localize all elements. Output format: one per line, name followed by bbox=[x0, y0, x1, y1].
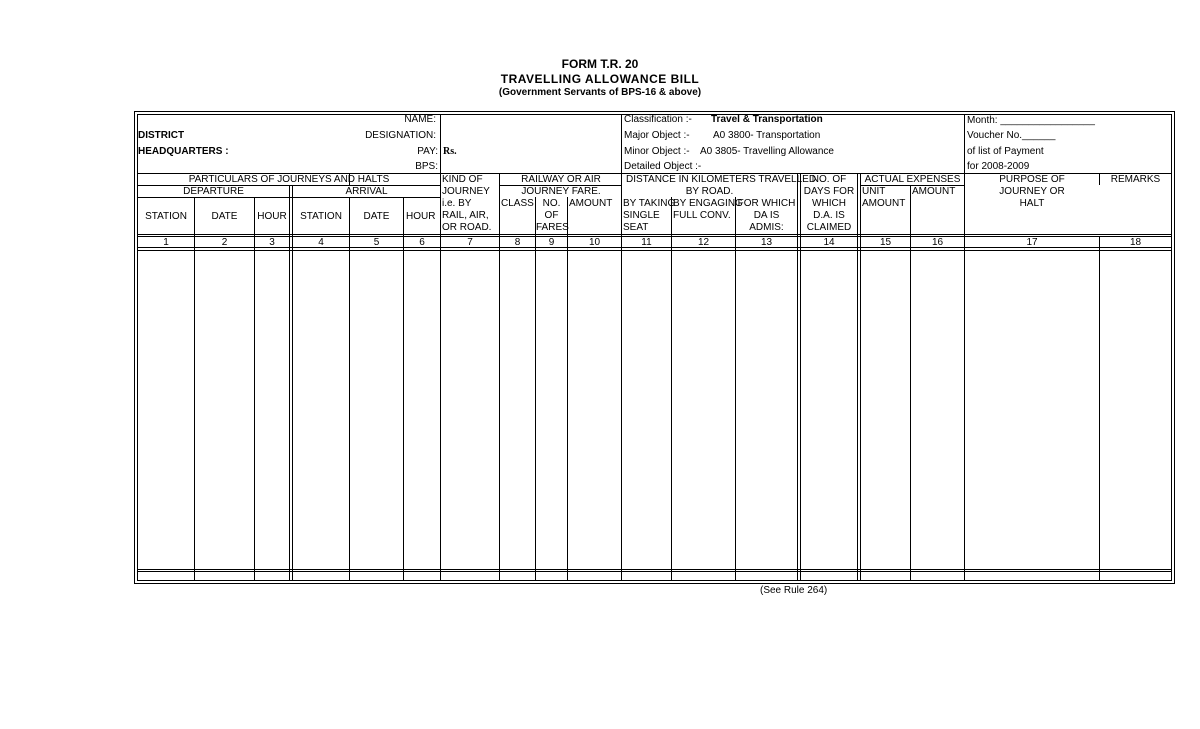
column-number: 12 bbox=[697, 237, 710, 248]
form-subtitle: (Government Servants of BPS-16 & above) bbox=[498, 87, 702, 98]
single-seat-line3: SEAT bbox=[623, 222, 649, 233]
column-number: 8 bbox=[514, 237, 521, 248]
column-number: 6 bbox=[419, 237, 425, 248]
days-header-line4: D.A. IS bbox=[813, 210, 845, 221]
minor-object-value: A0 3805- Travelling Allowance bbox=[700, 146, 834, 157]
arrival-header: ARRIVAL bbox=[345, 186, 388, 197]
unit-amount-line2: AMOUNT bbox=[862, 198, 906, 209]
major-object-value: A0 3800- Transportation bbox=[713, 130, 821, 141]
for-which-line2: DA IS bbox=[753, 210, 780, 221]
unit-amount-line1: UNIT bbox=[862, 186, 886, 197]
arrival-station-header: STATION bbox=[300, 211, 342, 222]
pay-label: PAY: bbox=[417, 146, 438, 157]
purpose-line3: HALT bbox=[1019, 198, 1045, 209]
purpose-line1: PURPOSE OF bbox=[999, 174, 1065, 185]
classification-value: Travel & Transportation bbox=[711, 114, 823, 125]
column-number: 1 bbox=[163, 237, 169, 248]
column-number: 11 bbox=[641, 237, 652, 248]
departure-hour-header: HOUR bbox=[257, 211, 287, 222]
rule-reference: (See Rule 264) bbox=[760, 585, 828, 596]
form-number: FORM T.R. 20 bbox=[561, 57, 639, 71]
column-number: 4 bbox=[318, 237, 324, 248]
single-seat-line1: BY TAKING bbox=[623, 198, 676, 209]
full-conv-line1: BY ENGAGING bbox=[673, 198, 743, 209]
arrival-date-header: DATE bbox=[363, 211, 390, 222]
kind-of-journey-line5: OR ROAD. bbox=[442, 222, 492, 233]
days-header-line5: CLAIMED bbox=[806, 222, 852, 233]
headquarters-label: HEADQUARTERS : bbox=[138, 146, 229, 157]
major-object-label: Major Object :- bbox=[624, 130, 690, 141]
particulars-header: PARTICULARS OF JOURNEYS AND HALTS bbox=[188, 174, 390, 185]
column-number: 2 bbox=[221, 237, 228, 248]
column-number: 7 bbox=[467, 237, 473, 248]
minor-object-label: Minor Object :- bbox=[624, 146, 690, 157]
district-label: DISTRICT bbox=[138, 130, 185, 141]
no-of-fares-line3: FARES bbox=[536, 222, 569, 233]
bps-label: BPS: bbox=[415, 161, 438, 172]
distance-header-line2: BY ROAD. bbox=[685, 186, 734, 197]
classification-label: Classification :- bbox=[624, 114, 692, 125]
railway-fare-header-line1: RAILWAY OR AIR bbox=[521, 174, 601, 185]
name-label: NAME: bbox=[404, 114, 436, 125]
column-number: 17 bbox=[1026, 237, 1038, 248]
column-number: 3 bbox=[269, 237, 275, 248]
column-number: 15 bbox=[879, 237, 892, 248]
month-field[interactable]: Month: _________________ bbox=[967, 115, 1095, 126]
full-conv-line2: FULL CONV. bbox=[673, 210, 731, 221]
no-of-fares-line2: OF bbox=[544, 210, 559, 221]
arrival-hour-header: HOUR bbox=[406, 211, 436, 222]
form-title: TRAVELLING ALLOWANCE BILL bbox=[500, 72, 700, 86]
kind-of-journey-line4: RAIL, AIR, bbox=[442, 210, 489, 221]
column-number: 16 bbox=[931, 237, 944, 248]
departure-station-header: STATION bbox=[145, 211, 187, 222]
for-which-line1: FOR WHICH bbox=[737, 198, 796, 209]
column-number: 10 bbox=[588, 237, 601, 248]
purpose-line2: JOURNEY OR bbox=[999, 186, 1065, 197]
expense-amount-header: AMOUNT bbox=[912, 186, 956, 197]
detailed-object-label: Detailed Object :- bbox=[624, 161, 702, 172]
pay-value[interactable]: Rs. bbox=[443, 146, 457, 157]
days-header-line2: DAYS FOR bbox=[803, 186, 855, 197]
days-header-line3: WHICH bbox=[812, 198, 846, 209]
designation-label: DESIGNATION: bbox=[365, 130, 436, 141]
departure-date-header: DATE bbox=[211, 211, 238, 222]
class-header: CLASS bbox=[501, 198, 534, 209]
column-number: 5 bbox=[373, 237, 380, 248]
departure-header: DEPARTURE bbox=[183, 186, 244, 197]
distance-header-line1: DISTANCE IN KILOMETERS TRAVELLED bbox=[626, 174, 817, 185]
kind-of-journey-line3: i.e. BY bbox=[442, 198, 472, 209]
remarks-header: REMARKS bbox=[1110, 174, 1161, 185]
railway-fare-header-line2: JOURNEY FARE. bbox=[521, 186, 601, 197]
days-header-line1: NO. OF bbox=[811, 174, 847, 185]
single-seat-line2: SINGLE bbox=[623, 210, 660, 221]
kind-of-journey-line1: KIND OF bbox=[442, 174, 483, 185]
list-of-payment-label: of list of Payment bbox=[967, 146, 1044, 157]
period-label: for 2008-2009 bbox=[967, 161, 1030, 172]
for-which-line3: ADMIS: bbox=[749, 222, 784, 233]
fare-amount-header: AMOUNT bbox=[569, 198, 613, 209]
column-number: 13 bbox=[760, 237, 773, 248]
kind-of-journey-line2: JOURNEY bbox=[442, 186, 490, 197]
voucher-no-field[interactable]: Voucher No.______ bbox=[967, 130, 1056, 141]
column-number: 18 bbox=[1129, 237, 1142, 248]
actual-expenses-header: ACTUAL EXPENSES bbox=[864, 174, 961, 185]
no-of-fares-line1: NO. bbox=[542, 198, 561, 209]
column-number: 14 bbox=[823, 237, 835, 248]
column-number: 9 bbox=[548, 237, 555, 248]
